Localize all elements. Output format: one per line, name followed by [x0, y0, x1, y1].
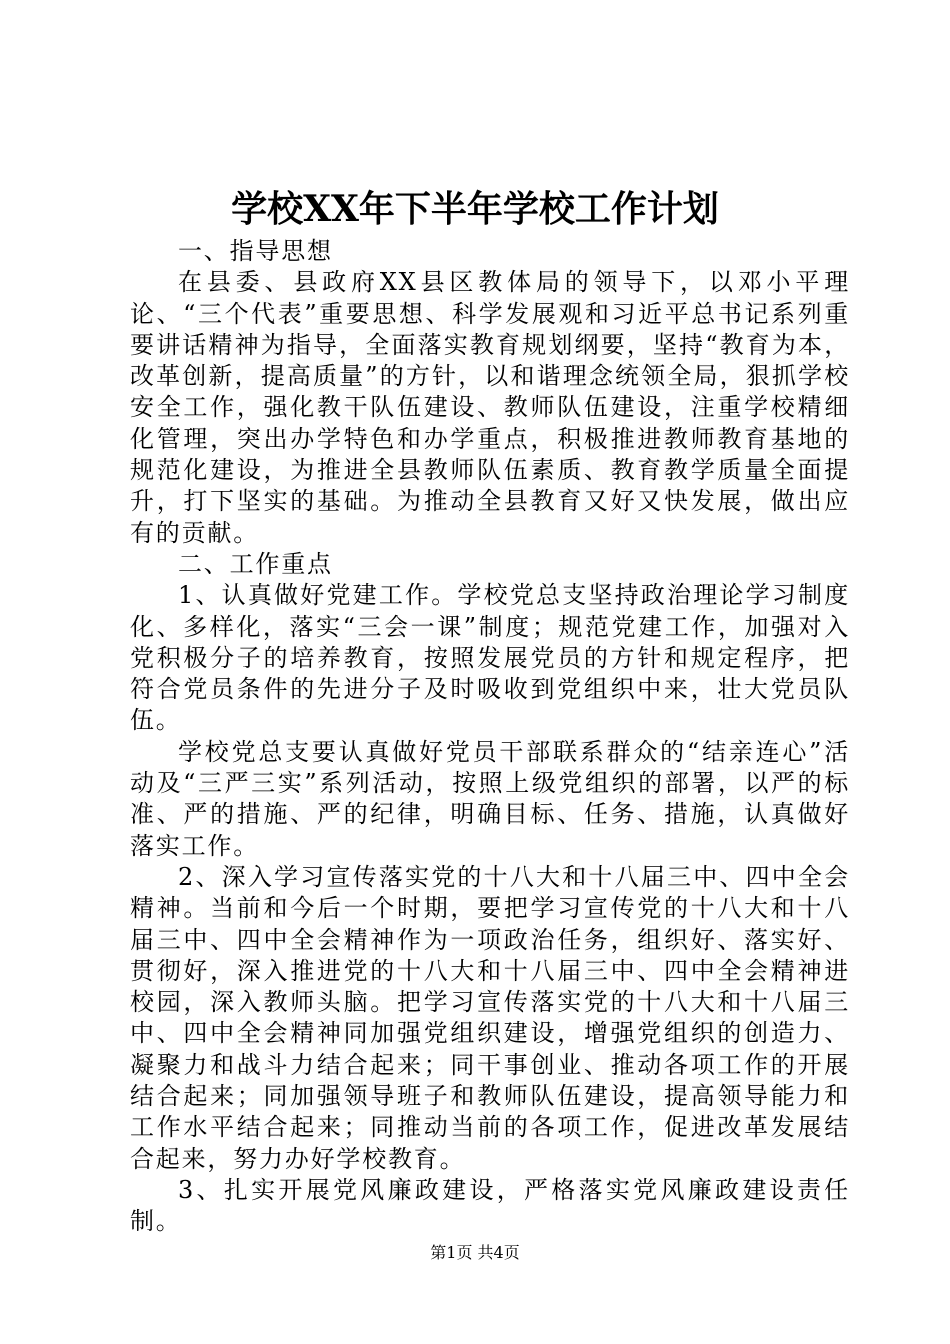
paragraph-guiding-ideology: 在县委、县政府XX县区教体局的领导下，以邓小平理论、“三个代表”重要思想、科学发展观和习近平总书记系列重要讲话精神为指导，全面落实教育规划纲要，坚持“教育为本，改革创新，提高质量”的方针，以和谐理念统领全局，狠抓学校安全工作，强化教干队伍建设、教师队伍建设，注重学校精细化管理，突出办学特色和办学重点，积极推进教师教育基地的规范化建设，为推进全县教师队伍素质、教育教学质量全面提升，打下坚实的基础。为推动全县教育又好又快发展，做出应有的贡献。 — [130, 268, 850, 547]
paragraph-party-activities: 学校党总支要认真做好党员干部联系群众的“结亲连心”活动及“三严三实”系列活动，按照上级党组织的部署，以严的标准、严的措施、严的纪律，明确目标、任务、措施，认真做好落实工作。 — [130, 737, 850, 860]
page-indicator: 第1页 共4页 — [430, 1243, 520, 1262]
paragraph-study-spirit: 2、深入学习宣传落实党的十八大和十八届三中、四中全会精神。当前和今后一个时期，要把学习宣传党的十八大和十八届三中、四中全会精神作为一项政治任务，组织好、落实好、贯彻好，深入推进党的十八大和十八届三中、四中全会精神进校园，深入教师头脑。把学习宣传落实党的十八大和十八届三中、四中全会精神同加强党组织建设，增强党组织的创造力、凝聚力和战斗力结合起来；同干事创业、推动各项工作的开展结合起来；同加强领导班子和教师队伍建设，提高领导能力和工作水平结合起来；同推动当前的各项工作，促进改革发展结合起来，努力办好学校教育。 — [130, 862, 850, 1173]
paragraph-party-building: 1、认真做好党建工作。学校党总支坚持政治理论学习制度化、多样化，落实“三会一课”制度；规范党建工作，加强对入党积极分子的培养教育，按照发展党员的方针和规定程序，把符合党员条件的先进分子及时吸收到党组织中来，壮大党员队伍。 — [130, 581, 850, 735]
section-heading-guiding-ideology: 一、指导思想 — [178, 237, 333, 265]
document-title: 学校XX年下半年学校工作计划 — [231, 188, 719, 230]
paragraph-integrity-building: 3、扎实开展党风廉政建设，严格落实党风廉政建设责任制。 — [130, 1175, 850, 1236]
document-body — [130, 236, 850, 1238]
section-heading-work-focus: 二、工作重点 — [178, 549, 333, 578]
